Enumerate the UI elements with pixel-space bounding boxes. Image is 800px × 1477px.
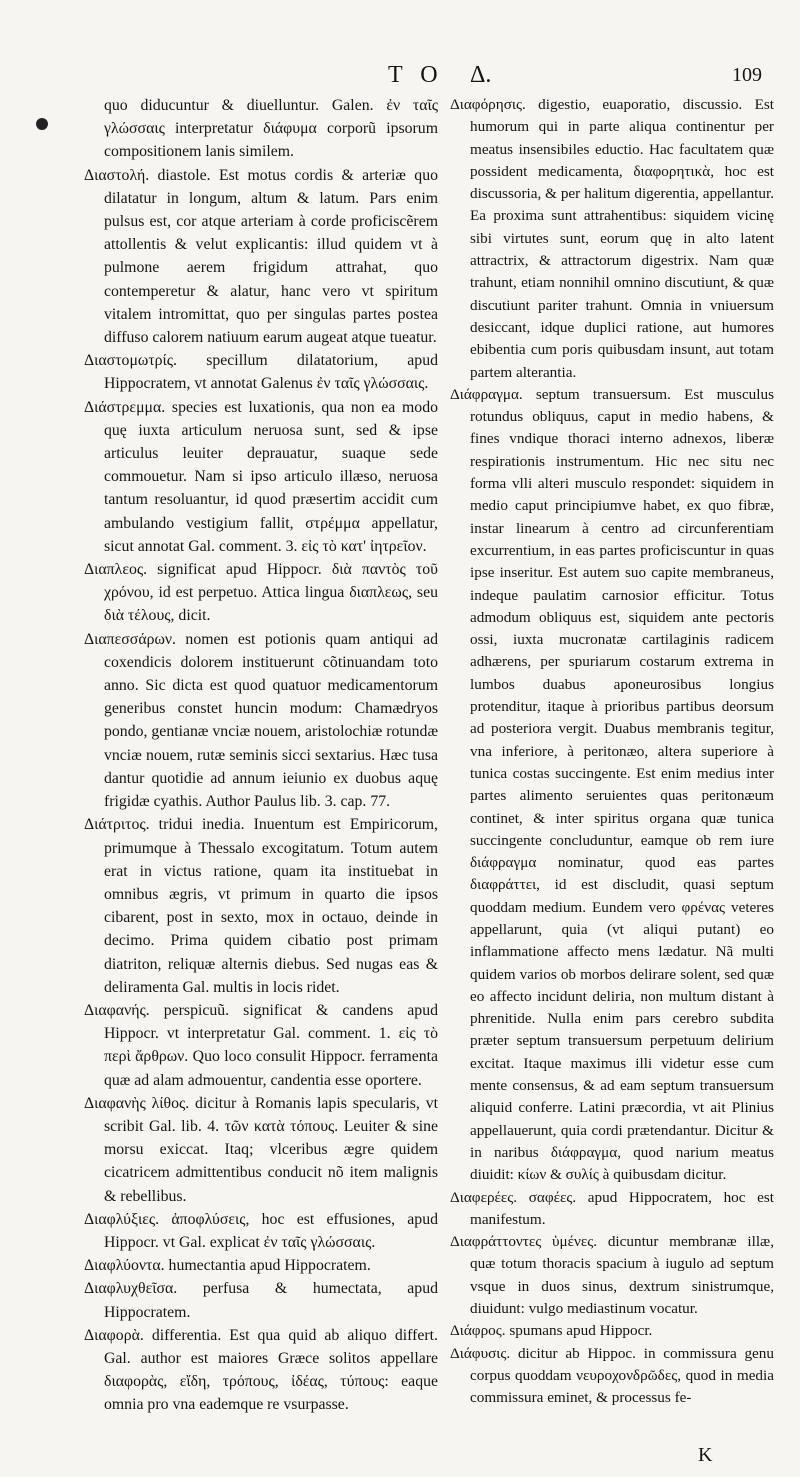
dictionary-entry: Διαστομωτρίς. specillum dilatatorium, apud Hippocratem, vt annotat Galenus ἐν ταῖς γλώσσαις. <box>84 352 438 393</box>
dictionary-entry: Διαπλεος. significat apud Hippocr. διὰ παντὸς τοῦ χρόνου, id est perpetuo. Attica lingua διαπλεως, seu διὰ τέλους, dicit. <box>84 561 438 625</box>
dictionary-entry: Διαφόρησις. digestio, euaporatio, discussio. Est humorum qui in parte aliqua continentur per meatus insensibiles eductio. Hac facultatem quæ possident medicamenta, διαφορητικὰ, hoc est discussoria, & per halitum digerentia, appellantur. Ea proxima sunt attrahentibus: siquidem vicinę sibi virtutes sunt, eorum quę in alto latent attractrix, & attractorum digestrix. Nam quæ trahunt, etiam nonnihil omnino discutiunt, & quæ discutiunt pariter trahunt. Omnia in vniuersum desiccant, idque duplici ratione, aut humores ebibentia cum poris quibusdam insunt, aut totam partem alterantia. <box>450 96 774 381</box>
catchword: K <box>698 1444 713 1466</box>
dictionary-entry: Διάτριτος. tridui inedia. Inuentum est Empiricorum, primumque à Thessalo excogitatum. Totum autem erat in victus ratione, quam ita instituebat in omnibus ægris, vt primum in quarto die ipsos cibarent, post in sexto, mox in octauo, deinde in decimo. Prima quidem cibatio post primam diatriton, reliquæ alternis diebus. Sed nugas eas & deliramenta Gal. multis in locis ridet. <box>84 816 438 996</box>
left-column <box>84 94 438 1417</box>
dictionary-entry: Διαφράττοντες ὑμένες. dicuntur membranæ illæ, quæ totum thoracis spacium à iugulo ad septum vsque in duos sinus, dextrum sinistrumque, diuidunt: vulgo mediastinum vocatur. <box>450 1233 774 1318</box>
dictionary-entry: Διάφυσις. dicitur ab Hippoc. in commissura genu corpus quoddam νευροχονδρῶδες, quod in media commissura eminet, & processus fe- <box>450 1344 774 1407</box>
running-title-left: T O <box>388 62 444 88</box>
page-number: 109 <box>732 64 762 86</box>
dictionary-entry: Διαφλύξιες. ἀποφλύσεις, hoc est effusiones, apud Hippocr. vt Gal. explicat ἐν ταῖς γλώσσαις. <box>84 1210 438 1251</box>
running-title-right: Δ. <box>470 62 492 88</box>
dictionary-entry: Διαφερέες. σαφέες. apud Hippocratem, hoc est manifestum. <box>450 1188 774 1228</box>
running-header <box>0 62 800 94</box>
ink-blot <box>36 118 48 130</box>
dictionary-entry: quo diducuntur & diuelluntur. Galen. ἐν ταῖς γλώσσαις interpretatur διάφυμα corporũ ipsorum compositionem lanis similem. <box>104 97 438 161</box>
dictionary-entry: Διάφρος. spumans apud Hippocr. <box>450 1322 653 1340</box>
dictionary-entry: Διαφλύοντα. humectantia apud Hippocratem. <box>84 1257 371 1275</box>
dictionary-entry: Διαφλυχθεῖσα. perfusa & humectata, apud Hippocratem. <box>84 1280 438 1321</box>
dictionary-entry: Διαφανὴς λίθος. dicitur à Romanis lapis specularis, vt scribit Gal. lib. 4. τῶν κατὰ τόπους. Leuiter & sine morsu exiccat. Itaq; vlceribus ægre quidem cicatricem admittentibus conducit nõ item malignis & rebellibus. <box>84 1094 438 1205</box>
dictionary-entry: Διάστρεμμα. species est luxationis, qua non ea modo quę iuxta articulum neruosa sunt, sed & ipse articulus leuiter deprauatur, suaque sede commouetur. Nam si ipso articulo illæso, neruosa tantum resoluantur, id quod præsertim accidit cum ambulando vestigium fallit, στρέμμα appellatur, sicut annotat Gal. comment. 3. εἰς τὸ κατ' ἰητρεῖον. <box>84 398 438 555</box>
right-column <box>450 94 774 1410</box>
dictionary-entry: Διαφανής. perspicuũ. significat & candens apud Hippocr. vt interpretatur Gal. comment. 1. εἰς τὸ περὶ ἄρθρων. Quo loco consulit Hippocr. ferramenta quæ ad alam admouentur, candentia esse oportere. <box>84 1001 438 1089</box>
dictionary-entry: Διαστολή. diastole. Est motus cordis & arteriæ quo dilatatur in longum, altum & latum. Pars enim pulsus est, cor atque arteriam à corde proficiscẽrem attollentis & velut explicantis: illud quidem vt à pulmone aerem frigidum attrahat, quo contemperetur & alatur, hanc vero vt spiritum vitalem intromittat, quo per singulas partes postea diffuso calorem natiuum earum augeat atque tueatur. <box>84 166 438 347</box>
dictionary-entry: Διαφορὰ. differentia. Est qua quid ab aliquo differt. Gal. author est maiores Græce solitos appellare διαφορὰς, εἴδη, τρόπους, ἰδέας, τύπους: eaque omnia pro vna eademque re vsurpasse. <box>84 1326 438 1414</box>
dictionary-entry: Διάφραγμα. septum transuersum. Est musculus rotundus obliquus, caput in medio habens, & fines vndique thoraci interno adnexos, liberæ respirationis instrumentum. Hic nec situ nec forma vlli alteri musculo respondet: siquidem in medio caput principiumve habet, ex quo fibræ, instar linearum à centro ad circunferentiam excurrentium, in eas partes proficiscuntur in quas ipse inseritur. Est autem suo capite membraneus, indeque paulatim carnosior efficitur. Totus admodum obliquus est, siquidem ante pectoris ossi, iuxta mucronatæ cartilaginis radicem adhærens, per spuriarum costarum extrema in lumbos duabus aponeurosibus longius protenditur, itaque à prioribus partibus deorsum ad posteriora vergit. Duabus membranis tegitur, vna inferiore, à peritonæo, altera superiore à tunica costas succingente. Est enim medius inter partes alimento seruientes quas peritonæum continet, & inter spiritus organa quæ tunica succingente concluduntur, eamque ob rem iure διάφραγμα nominatur, quod eas partes διαφράττει, id est discludit, quasi septum quoddam medium. Eundem vero φρένας veteres appellarunt, quia (vt aliqui putant) eo inflammatione affecto mens lædatur. Nã multi quidem varios ob morbos delirare solent, sed quæ eo affecto incidunt deliria, non multum distant à phrenitide. Nulla enim pars cerebro subdita præter septum transuersum perpetuum delirium excitat. Itaque maximus illi videtur esse cum mente consensus, & ad eam septum transuersum aliquid conferre. Latini præcordia, vt ait Plinius appellauerunt, quia cordi prætendantur. Dicitur & in naribus διάφραγμα, quod narium meatus diuidit: κίων & συλίς à quibusdam dicitur. <box>450 385 774 1184</box>
dictionary-entry: Διαπεσσάρων. nomen est potionis quam antiqui ad coxendicis dolorem instituerunt cõtinuandam toto anno. Sic dicta est quod quatuor medicamentorum generibus constet huncin modum: Chamædryos pondo, gentianæ vnciæ nouem, aristolochiæ rotundæ vnciæ nouem, rutæ seminis sicci sextarius. Hæc tusa dantur quotidie ad annum ieiunio ex duobus aquę frigidæ cyathis. Author Paulus lib. 3. cap. 77. <box>84 630 438 811</box>
